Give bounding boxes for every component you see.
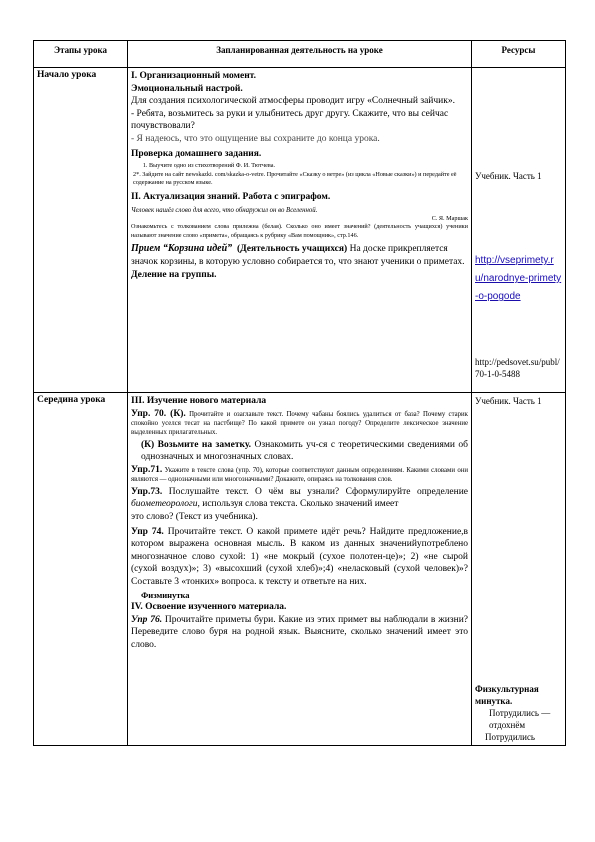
- stage-label: Начало урока: [37, 70, 97, 80]
- homework-item: 2*. Зайдите на сайт newskazki. com/skazka-o-vetre. Прочитайте «Сказку о ветре» (из цикла «Новые сказки») и передайте её содержание на русском языке.: [133, 170, 457, 187]
- table-row-beginning: [34, 68, 566, 393]
- basket-method-label: Прием “Корзина идей”: [131, 243, 233, 255]
- epigraph-author: С. Я. Маршак: [431, 214, 468, 222]
- primety-link[interactable]: http://vseprimety.ru/narodnye-primety-o-pogode: [475, 255, 562, 302]
- emotional-line-2: - Я надеюсь, что это ощущение вы сохраните до конца урока.: [131, 133, 380, 144]
- header-activity: Запланированная деятельность на уроке: [128, 41, 472, 68]
- exercise-70-label: Упр. 70. (К).: [131, 408, 186, 419]
- exercise-70-text: Прочитайте и озаглавьте текст. Почему чабаны боялись удалиться от база? Почему старик спокойно уселся тесат на пастбище? По какой примете он узнал погоду? Определите лексическое значение выделенных прилагательных.: [131, 410, 468, 436]
- section-title-homework: Проверка домашнего задания.: [131, 148, 262, 159]
- homework-item: 1. Выучите одно из стихотворений Ф. И. Тютчева.: [149, 162, 468, 171]
- table-header-row: [34, 41, 566, 68]
- exercise-73: [131, 486, 468, 524]
- basket-title: [131, 243, 468, 268]
- exercise-70: [131, 410, 468, 437]
- exercise-73-text-b: , используя слова текста. Сколько значений имеет: [197, 499, 399, 510]
- exercise-74-text: Прочитайте текст. О какой примете идёт речь? Найдите предложение,в котором выражена основная мысль. В каком из данных значенийупотреблено многозначное слово сухой: 1) «не мокрый (сухое полотен-це)»; 2) «не сырой (сухой воздух)»; 3) «высохший (сухой хлеб)»;4) «нелаcковый (сухой человек)»? Составьте 3 «тонких» вопроса. к тексту и ответьте на них.: [131, 526, 469, 587]
- physical-minute-line-1: Потрудились — отдохнём: [489, 708, 551, 730]
- section-title-new-material: III. Изучение нового материала: [131, 396, 267, 406]
- activity-cell: [128, 68, 472, 393]
- note-block: [131, 439, 468, 464]
- groups-text: Деление на группы.: [131, 269, 217, 280]
- pedsovet-url: http://pedsovet.su/publ/70-1-0-5488: [475, 357, 560, 379]
- section-title-consolidation: IV. Освоение изученного материала.: [131, 602, 287, 613]
- section-title-actualization: II. Актуализация знаний. Работа с эпиграфом.: [131, 191, 331, 202]
- textbook-resource: Учебник. Часть 1: [475, 171, 542, 181]
- activity-cell: [128, 393, 472, 746]
- stage-cell: [34, 393, 128, 746]
- exercise-71: [131, 466, 468, 484]
- exercise-73-text-c: это слово? (Текст из учебника).: [131, 511, 258, 522]
- physical-minute-label: Физминутка: [141, 589, 190, 600]
- stage-cell: [34, 68, 128, 393]
- exercise-71-text: Укажите в тексте слова (упр. 70), которые соответствуют данным определениям. Какими словами они являются — однозначными или многозначными? Докажите, опираясь на толкования слов.: [131, 466, 468, 483]
- table-row-middle: [34, 393, 566, 746]
- basket-activity-label: (Деятельность учащихся): [236, 244, 348, 255]
- emotional-text: Для создания психологической атмосферы проводит игру «Солнечный зайчик».: [131, 96, 455, 107]
- note-label: (К) Возьмите на заметку.: [141, 439, 251, 450]
- textbook-resource: Учебник. Часть 1: [475, 396, 542, 406]
- physical-minute-line-2: Потрудились: [485, 732, 536, 742]
- emotional-line-1: - Ребята, возьмитесь за руки и улыбнитесь друг другу. Скажите, что вы сейчас почувствовали?: [131, 108, 449, 132]
- exercise-74-label: Упр 74.: [131, 526, 164, 537]
- actualization-text: Ознакомьтесь с толкованием слова прилежна (белая). Сколько оно имеет значений? (деятельность учащихся) ученики называют значение слово «примета», обращаясь к рубрику «Вам помощник», стр.146.: [131, 223, 468, 239]
- exercise-76: [131, 614, 468, 652]
- lesson-plan-table: [33, 40, 566, 746]
- header-resources: Ресурсы: [472, 41, 566, 68]
- header-stages: Этапы урока: [34, 41, 128, 68]
- stage-label: Середина урока: [37, 395, 106, 405]
- exercise-76-label: Упр 76.: [131, 614, 163, 625]
- basket-text: На доске прикрепляется значок корзины, в которую условно собирается то, что знают ученики о приметах.: [131, 244, 465, 267]
- exercise-74: [131, 526, 468, 589]
- exercise-73-label: Упр.73.: [131, 486, 163, 497]
- physical-minute-title: Физкультурная минутка.: [475, 684, 539, 706]
- exercise-76-text: Прочитайте приметы бури. Какие из этих примет вы наблюдали в жизни? Переведите слово буря на родной язык. Выясните, сколько значений имеет это слово.: [131, 614, 468, 650]
- epigraph-text: Человек нашёл слово для всего, что обнаружил он во Вселенной.: [131, 206, 318, 214]
- exercise-73-text-a: Послушайте текст. О чём вы узнали? Сформулируйте определение: [168, 486, 469, 497]
- section-title-organization: I. Организационный момент.: [131, 71, 257, 81]
- section-title-emotional: Эмоциональный настрой.: [131, 83, 243, 94]
- note-text: Ознакомить уч-ся с теоретическими сведениями об однозначных и многозначных словах.: [141, 439, 469, 463]
- homework-list: [131, 162, 468, 171]
- exercise-73-word: биометеорологи: [131, 499, 198, 510]
- resources-cell: [472, 68, 566, 393]
- exercise-71-label: Упр.71.: [131, 464, 163, 475]
- resources-cell: [472, 393, 566, 746]
